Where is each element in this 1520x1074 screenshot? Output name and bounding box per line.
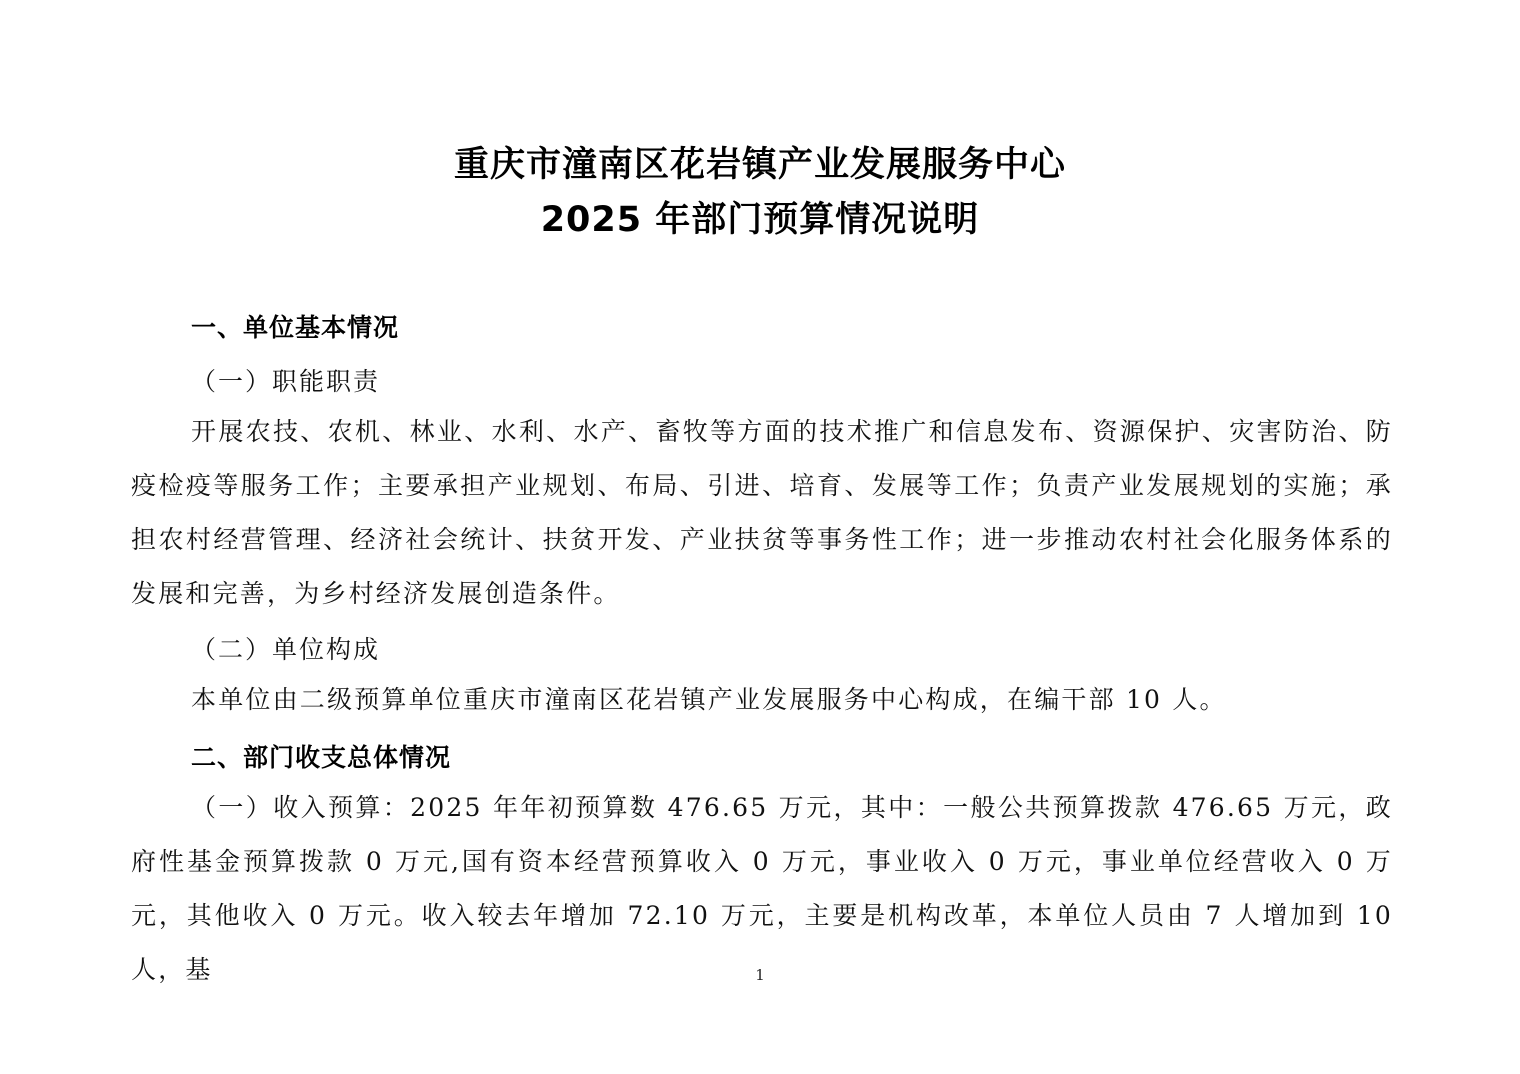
- duties-paragraph: 开展农技、农机、林业、水利、水产、畜牧等方面的技术推广和信息发布、资源保护、灾害防治、防疫检疫等服务工作；主要承担产业规划、布局、引进、培育、发展等工作；负责产业发展规划的实施；承担农村经营管理、经济社会统计、扶贫开发、产业扶贫等事务性工作；进一步推动农村社会化服务体系的发展和完善，为乡村经济发展创造条件。: [131, 417, 1393, 608]
- section-heading-budget-overview: 二、部门收支总体情况: [191, 743, 452, 772]
- page-number: 1: [755, 966, 765, 984]
- section-heading-basic-info: 一、单位基本情况: [191, 313, 400, 342]
- subsection-heading-duties: （一）职能职责: [191, 367, 381, 396]
- subsection-heading-composition: （二）单位构成: [191, 635, 381, 664]
- composition-paragraph: 本单位由二级预算单位重庆市潼南区花岩镇产业发展服务中心构成，在编干部 10 人。: [191, 685, 1227, 714]
- document-title-line1: 重庆市潼南区花岩镇产业发展服务中心: [453, 145, 1066, 185]
- income-budget-paragraph: （一）收入预算：2025 年年初预算数 476.65 万元，其中：一般公共预算拨款 476.65 万元，政府性基金预算拨款 0 万元,国有资本经营预算收入 0 万元，事业收入 0 万元，事业单位经营收入 0 万元，其他收入 0 万元。收入较去年增加 72.10 万元，主要是机构改革，本单位人员由 7 人增加到 10 人，基: [131, 793, 1393, 984]
- document-title-line2: 2025 年部门预算情况说明: [540, 200, 980, 240]
